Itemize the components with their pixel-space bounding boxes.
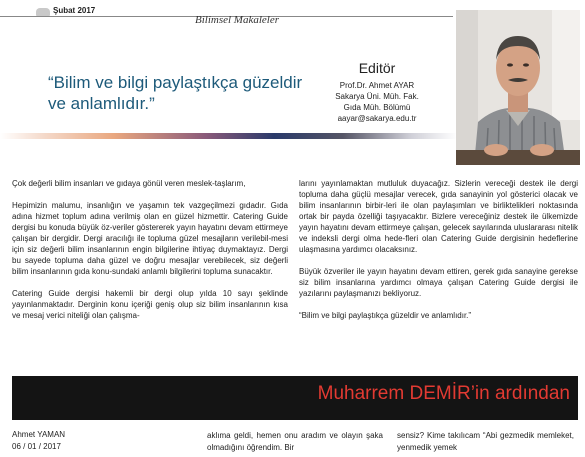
- editor-block: [310, 60, 444, 124]
- editor-photo: [456, 10, 580, 165]
- paragraph: Hepimizin malumu, insanlığın ve yaşamın tek vazgeçilmezi gıdadır. Gıda adına hizmet toplum adına verilmiş olan en güzel hizmettir. Catering Guide dergisi bu konuda büyük öz-veriler göstererek yayın hayatını devam ettirmeye çalışan bir dergidir. Dergi aracılığı ile topluma güzel mesajların verilebil-mesi için siz değerli bilim insanlarının engin bilgilerine ihtiyaç duymaktayız. Dergi bu sayede topluma daha güzel ve doğru mesajlar verebilecek, siz değerli bilim insanlarının gıda konu-sundaki anlamlı bilgilerini topluma sunacaktır.: [12, 201, 288, 276]
- article-left-column: [12, 178, 288, 332]
- editorial-quote: “Bilim ve bilgi paylaştıkça güzeldir ve anlamlıdır.”: [48, 73, 303, 113]
- issue-date: Şubat 2017: [53, 6, 96, 15]
- section-title: Bilimsel Makaleler: [195, 14, 280, 26]
- paragraph: Catering Guide dergisi hakemli bir dergi olup yılda 10 sayı şeklinde yayınlanmaktadır. Derginin konu içeriği geniş olup siz bilim insanlarının kısa ve mesaj verici niteliği olan çalışma-: [12, 289, 288, 320]
- banner-title: Muharrem DEMİR’in ardından: [317, 383, 570, 404]
- article-author: Ahmet YAMAN: [12, 430, 66, 439]
- editor-affiliation: Sakarya Üni. Müh. Fak.: [335, 92, 419, 101]
- article-right-column: [299, 178, 578, 332]
- article-middle-column: aklıma geldi, hemen onu aradım ve olayın şaka olmadığını öğrendim. Bir: [207, 431, 383, 452]
- article-banner: [12, 376, 578, 420]
- paragraph: Çok değerli bilim insanları ve gıdaya gönül veren meslek-taşlarım,: [12, 179, 246, 188]
- paragraph: larını yayınlamaktan mutluluk duyacağız. Sizlerin vereceği destek ile dergi topluma daha güçlü mesajlar verecek, gıda sanayinin yol gösterici olacak ve bilim insanlarının birbir-leri ile olan paylaşımları ve birliktelikleri noktasında ortak bir payda özelliği taşıyacaktır. Bizlere vereceğiniz destek ile ülkemizde yayın hayatını devam ettirmeye çalışan, gelecek sayılarında uluslararası nitelik ve indeksli dergi olma hede-fleri olan Catering Guide dergisinin hedeflerine ulaşmasına yardımcı olacaksınız.: [299, 179, 578, 254]
- paragraph: Büyük özveriler ile yayın hayatını devam ettiren, gerek gıda sanayine gerekse siz bilim insanlarına yardımcı olmaya çalışan Catering Guide dergisi ile yazılarını paylaşmanızı bekliyoruz.: [299, 267, 578, 298]
- editor-name: Prof.Dr. Ahmet AYAR: [339, 81, 415, 90]
- editor-email: aayar@sakarya.edu.tr: [337, 114, 417, 123]
- paragraph: “Bilim ve bilgi paylaştıkça güzeldir ve anlamlıdır.”: [299, 311, 472, 320]
- article-date: 06 / 01 / 2017: [12, 442, 61, 451]
- editor-department: Gıda Müh. Bölümü: [343, 103, 411, 112]
- editor-portrait-image: [456, 10, 580, 165]
- decorative-gradient-bar: [0, 133, 457, 139]
- editor-title: Editör: [358, 60, 396, 76]
- magazine-logo-icon: [36, 8, 50, 16]
- article-right-column-bottom: sensiz? Kime takılıcam “Abi gezmedik memleket, yenmedik yemek: [397, 431, 574, 452]
